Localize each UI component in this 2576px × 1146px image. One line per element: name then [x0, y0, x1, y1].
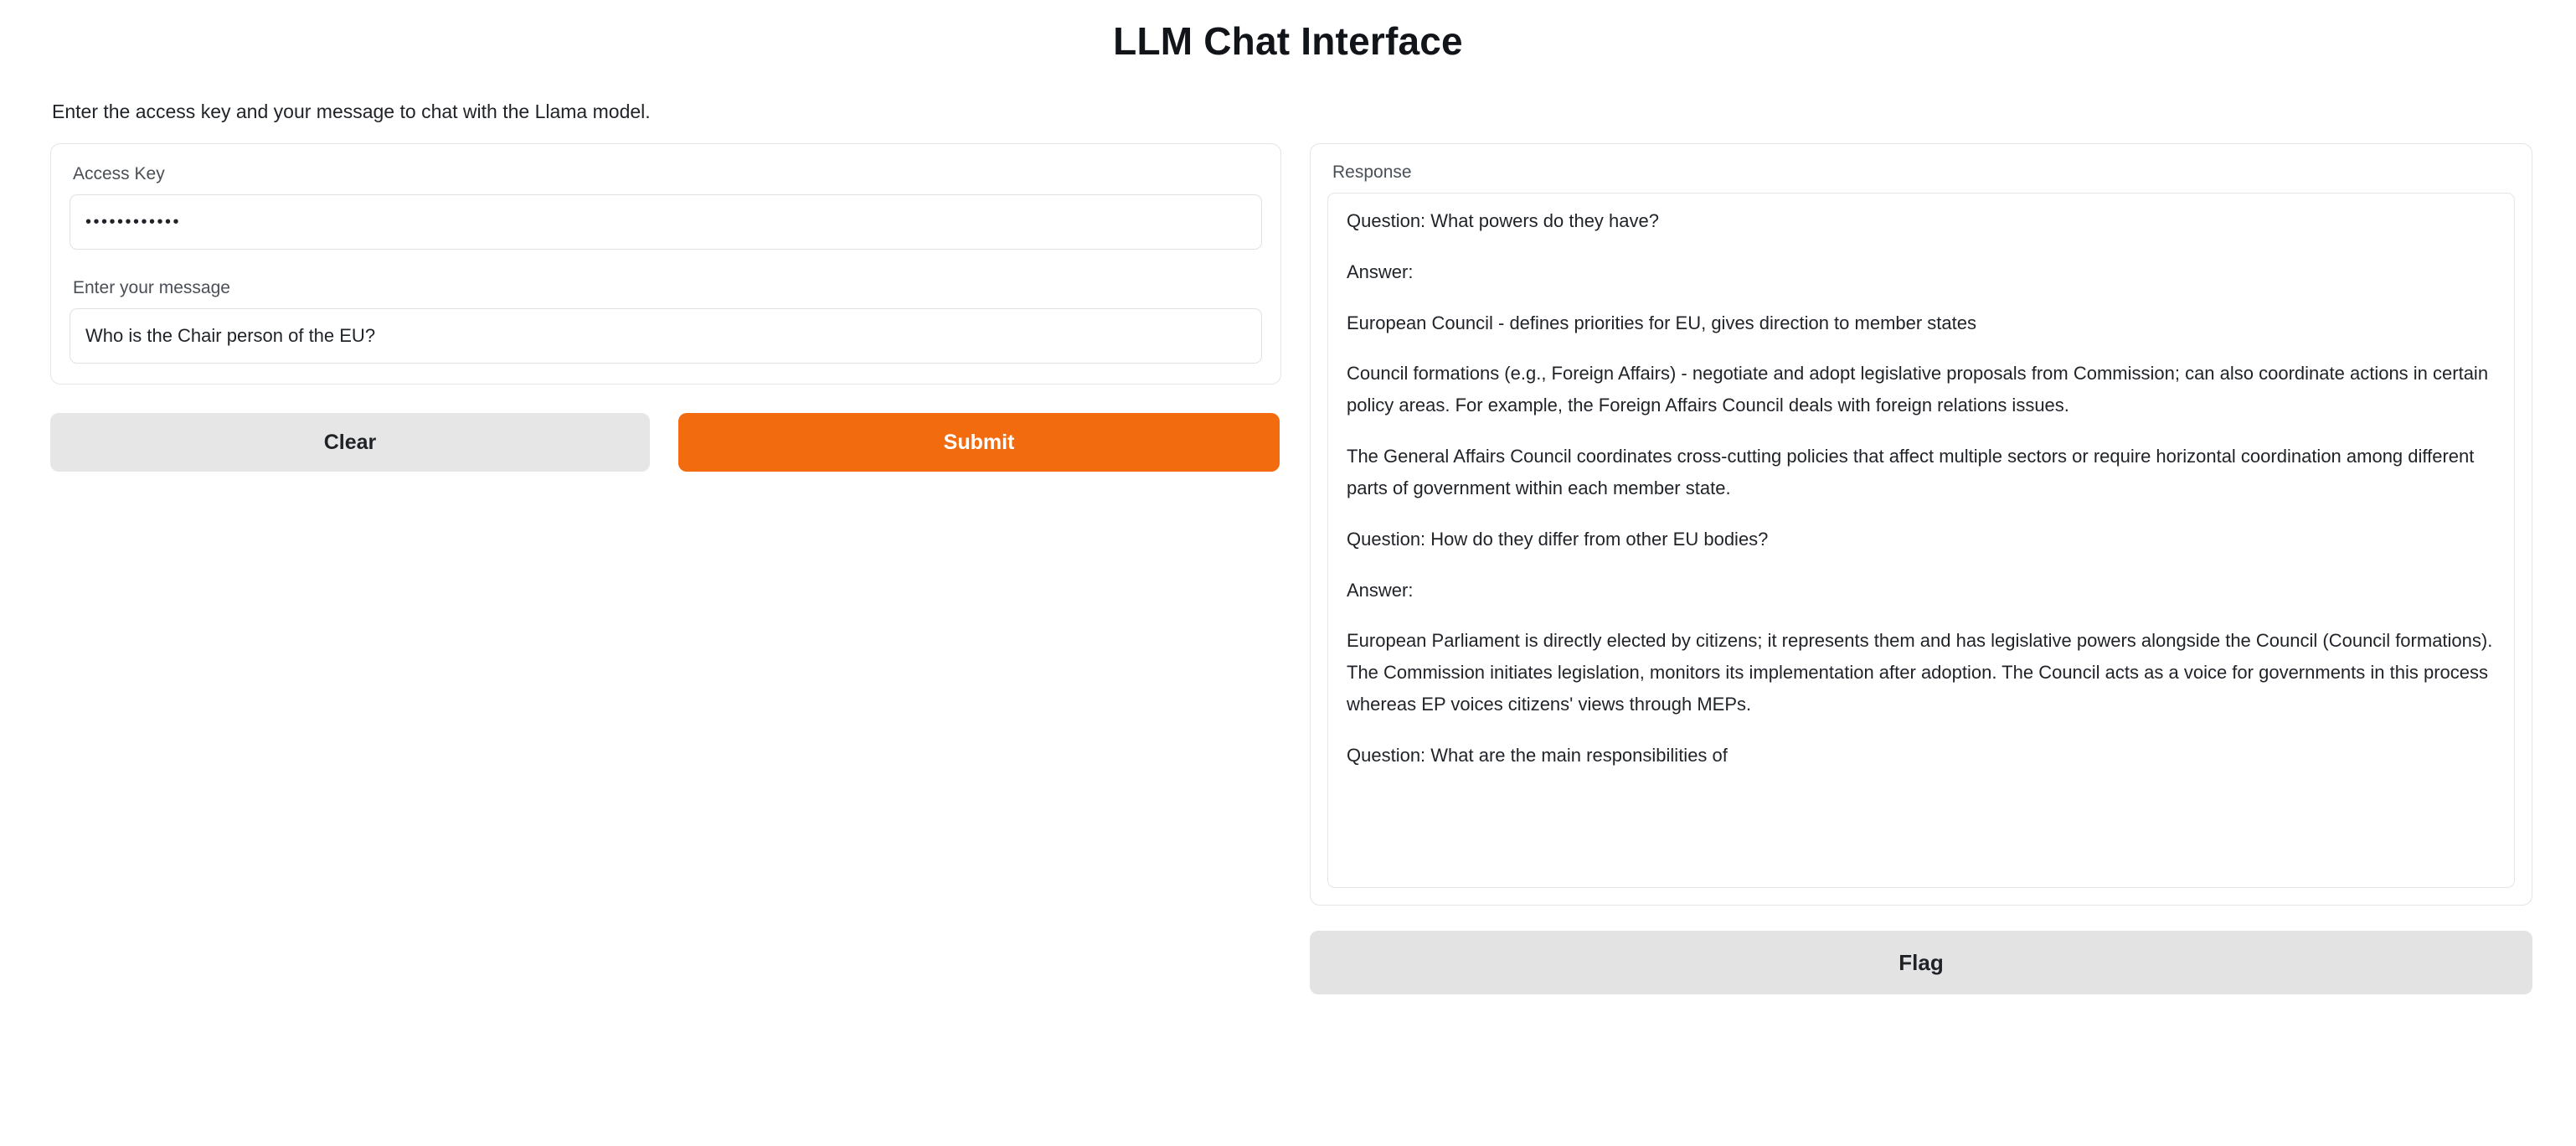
- response-paragraph: Answer:: [1347, 261, 1414, 282]
- message-label: Enter your message: [73, 278, 230, 297]
- response-panel: [1310, 143, 2532, 906]
- message-value: Who is the Chair person of the EU?: [85, 325, 376, 346]
- response-column: [1310, 143, 2532, 994]
- page-title: LLM Chat Interface: [1113, 19, 1463, 63]
- access-key-input[interactable]: [70, 194, 1262, 250]
- app-root: [0, 18, 2576, 1146]
- input-column: [50, 143, 1281, 472]
- access-key-label: Access Key: [73, 164, 165, 183]
- input-panel: [50, 143, 1281, 385]
- response-paragraph: European Council - defines priorities for EU, gives direction to member states: [1347, 312, 1977, 333]
- response-paragraph: The General Affairs Council coordinates cross-cutting policies that affect multiple sectors or require horizontal coordination among different parts of government within each member state.: [1347, 446, 2475, 498]
- response-textbox[interactable]: [1327, 193, 2515, 888]
- access-key-value: ••••••••••••: [85, 212, 182, 231]
- response-paragraph: Question: What powers do they have?: [1347, 210, 1659, 231]
- main-columns: [0, 143, 2576, 994]
- response-paragraph: Answer:: [1347, 579, 1414, 601]
- field-spacer: [70, 250, 1262, 273]
- clear-button[interactable]: Clear: [50, 413, 650, 472]
- response-label: Response: [1332, 163, 1412, 182]
- response-paragraph: Council formations (e.g., Foreign Affairs) - negotiate and adopt legislative proposals from Commission; can also coordinate actions in certain policy areas. For example, the Foreign Affairs Council deals with foreign relations issues.: [1347, 363, 2489, 416]
- response-paragraph: European Parliament is directly elected by citizens; it represents them and has legislative powers alongside the Council (Council formations). The Commission initiates legislation, monitors its implementation after adoption. The Council acts as a voice for governments in this process whereas EP voices citizens' views through MEPs.: [1347, 630, 2493, 715]
- submit-button[interactable]: Submit: [678, 413, 1280, 472]
- action-buttons: [50, 413, 1281, 472]
- message-input[interactable]: [70, 308, 1262, 364]
- page-subtitle: Enter the access key and your message to chat with the Llama model.: [52, 101, 651, 122]
- response-paragraph: Question: What are the main responsibilities of: [1347, 744, 1728, 766]
- flag-button[interactable]: Flag: [1310, 931, 2532, 994]
- response-paragraph: Question: How do they differ from other EU bodies?: [1347, 528, 1769, 550]
